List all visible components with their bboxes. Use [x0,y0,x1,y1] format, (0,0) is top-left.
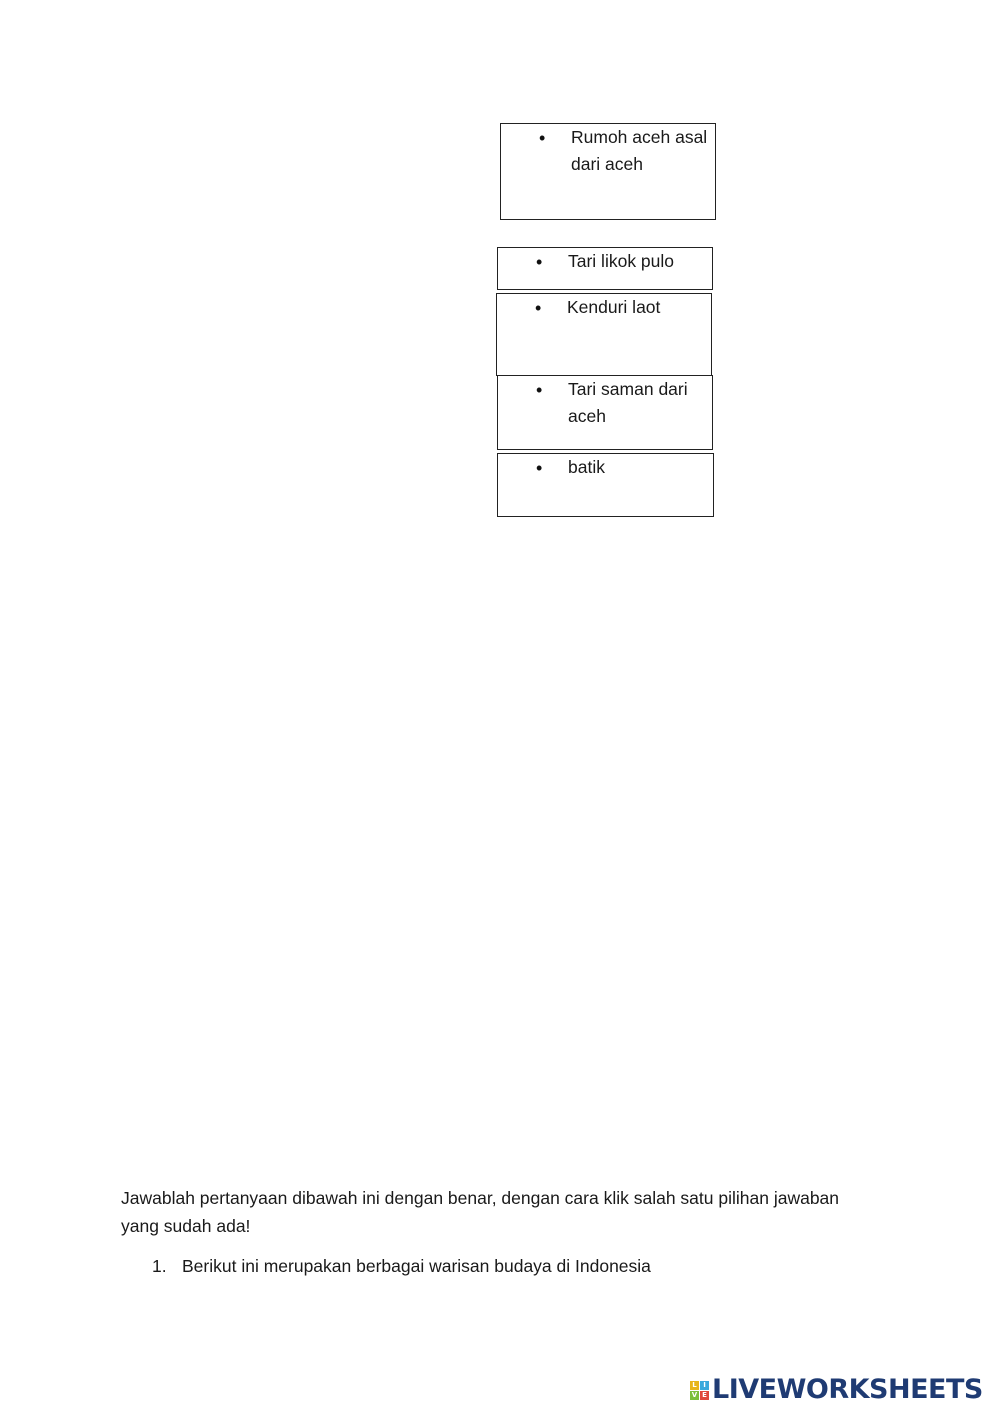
question-text: Berikut ini merupakan berbagai warisan budaya di Indonesia [182,1256,651,1276]
instruction-line: yang sudah ada! [121,1216,251,1236]
bullet-icon: • [539,128,546,148]
answer-option-tari-saman[interactable] [497,375,713,450]
bullet-icon: • [536,252,543,272]
live-mark-icon [690,1381,709,1400]
question-number: 1. [152,1256,167,1276]
answer-option-tari-likok-pulo[interactable] [497,247,713,290]
logo-letter-e: E [700,1391,709,1400]
answer-option-label: Tari likok pulo [568,251,675,271]
logo-letter-l: L [690,1381,699,1390]
answer-option-label: Kenduri laot [567,297,661,317]
bullet-icon: • [535,298,542,318]
logo-letter-i: I [700,1381,709,1390]
liveworksheets-logo [690,1374,983,1406]
answer-option-rumoh-aceh[interactable] [500,123,716,220]
logo-wordmark: LIVEWORKSHEETS [712,1374,983,1405]
answer-option-label: aceh [568,406,606,426]
bullet-icon: • [536,380,543,400]
instruction-line: Jawablah pertanyaan dibawah ini dengan benar, dengan cara klik salah satu pilihan jawaban [121,1188,840,1208]
answer-option-kenduri-laot[interactable] [496,293,712,376]
bullet-icon: • [536,458,543,478]
instruction-text [121,1184,861,1240]
answer-option-label: Rumoh aceh asal [571,127,708,147]
logo-letter-v: V [691,1390,698,1399]
question-item [152,1253,651,1279]
answer-option-label: batik [568,457,605,477]
answer-option-label: Tari saman dari [568,379,688,399]
answer-option-label: dari aceh [571,154,643,174]
answer-option-batik[interactable] [497,453,714,517]
